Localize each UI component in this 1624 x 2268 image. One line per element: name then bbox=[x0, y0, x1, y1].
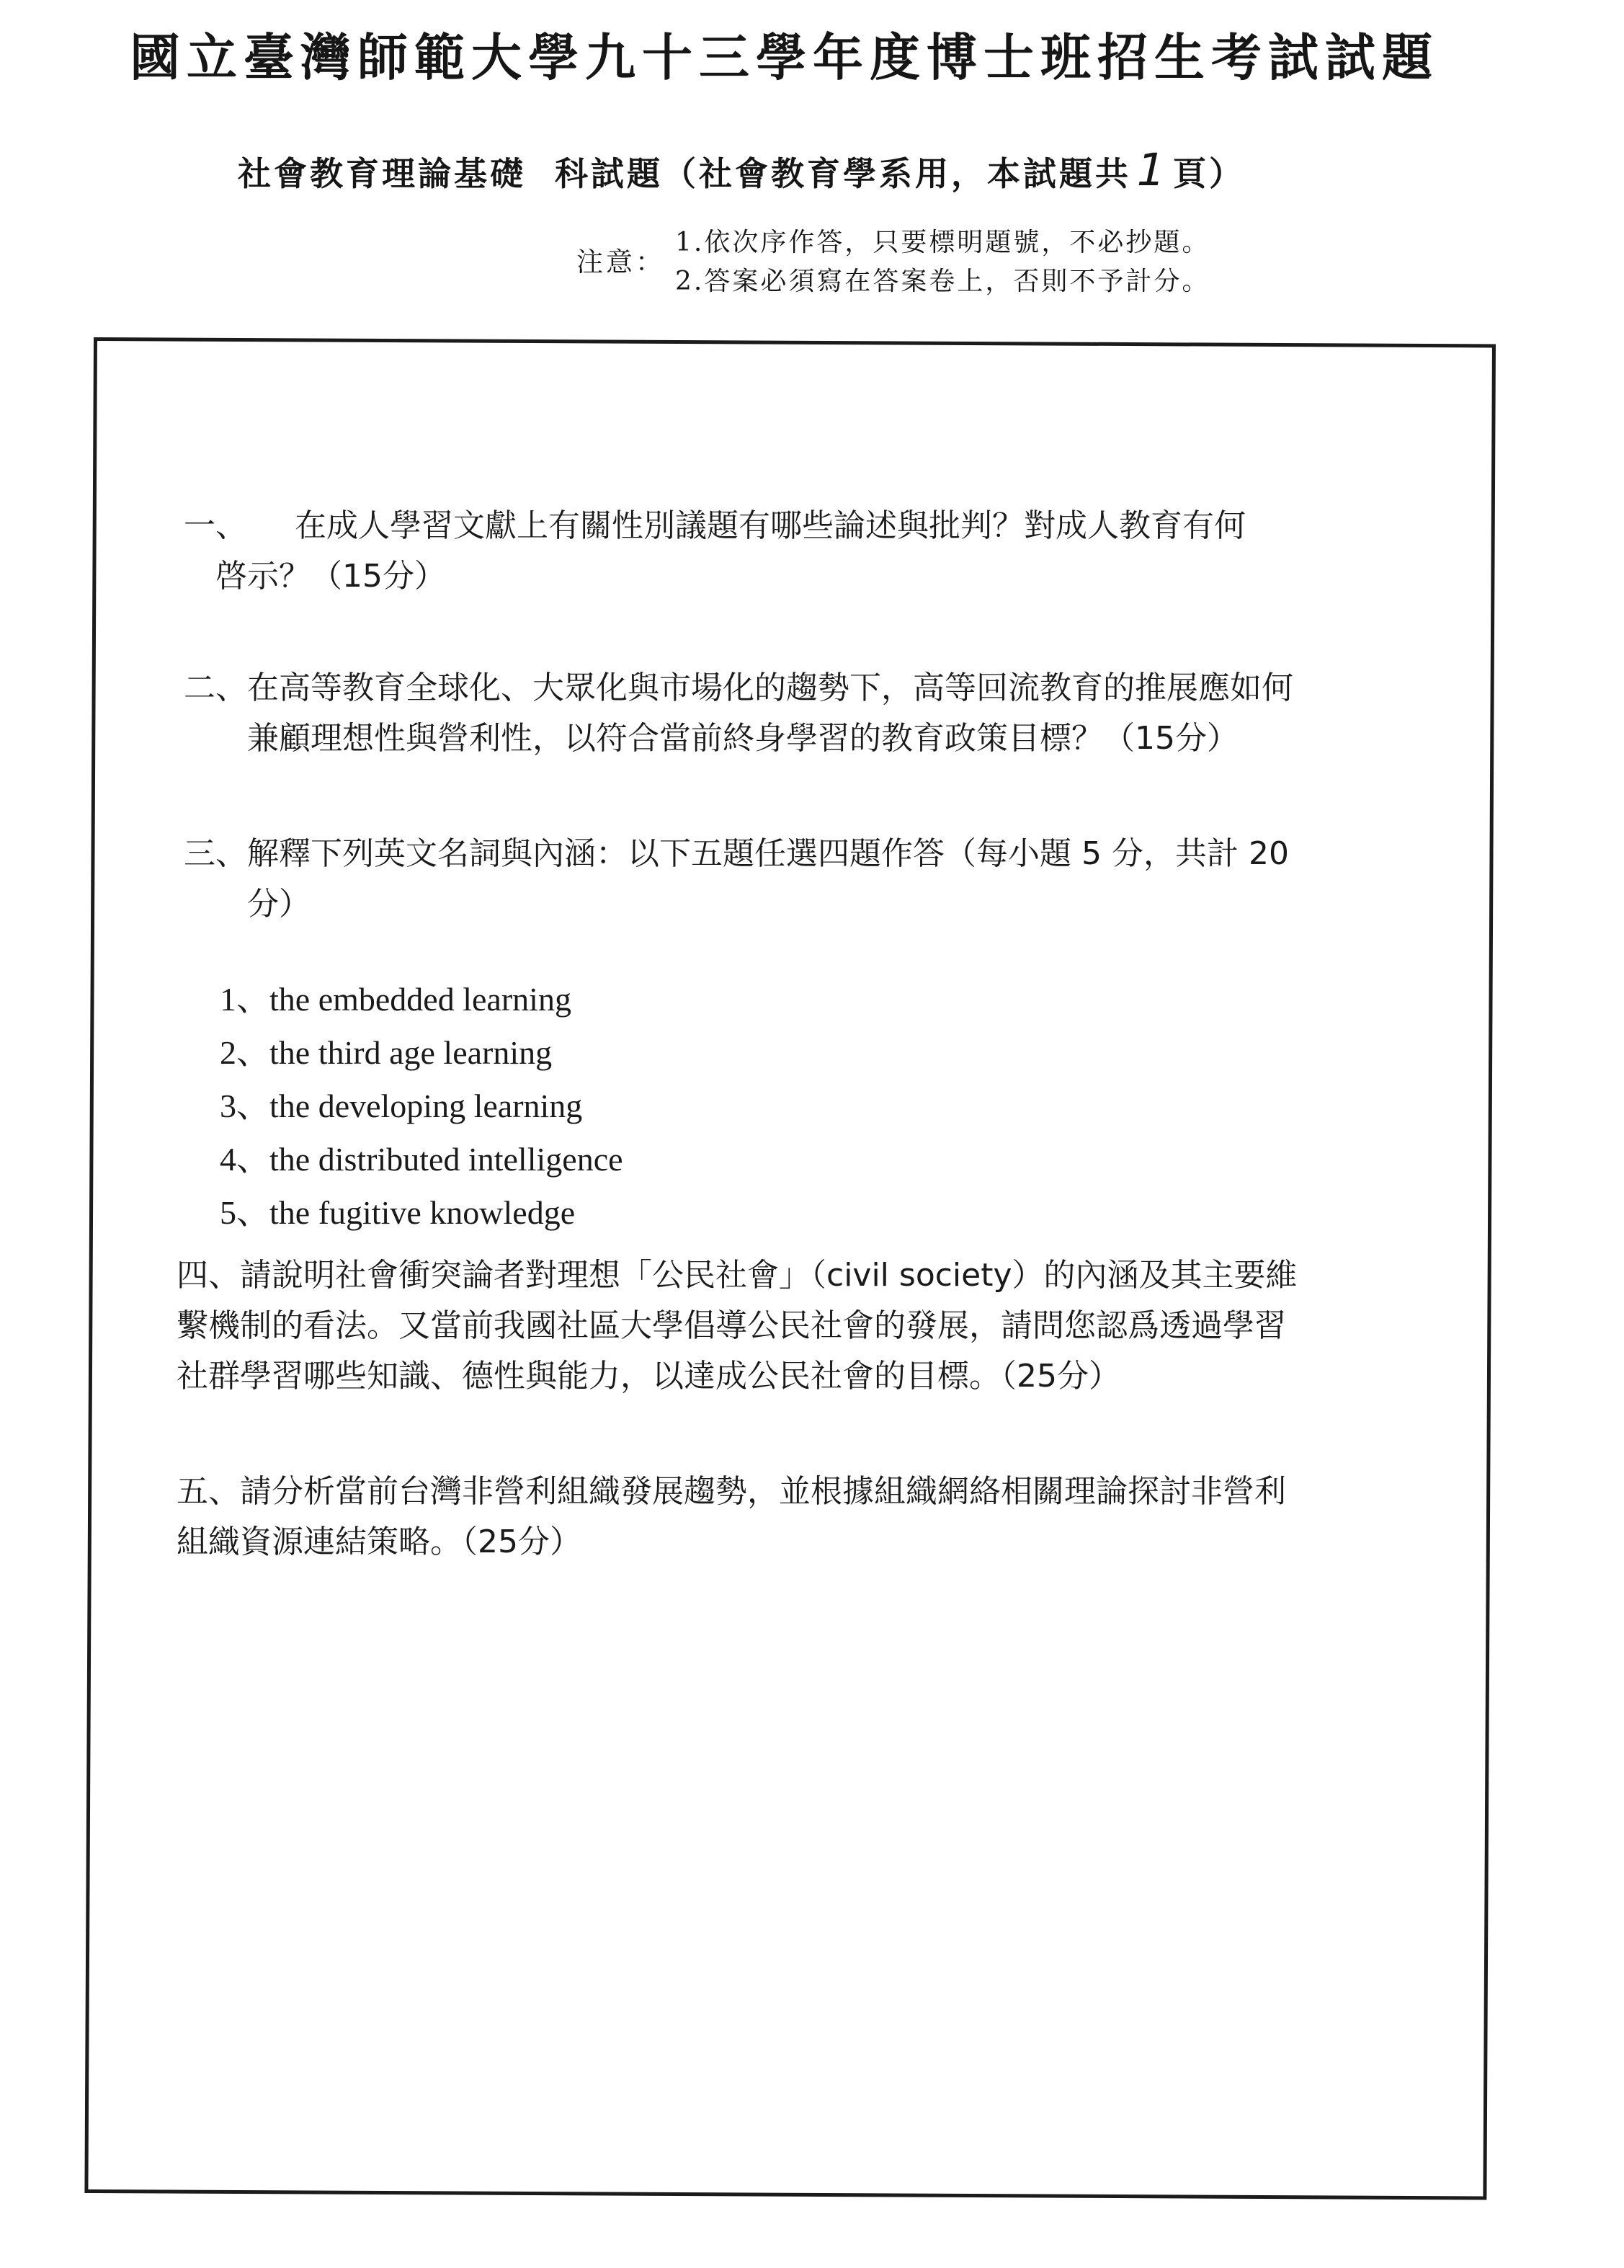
term-item: 1、the embedded learning bbox=[220, 981, 571, 1018]
term-item: 2、the third age learning bbox=[220, 1034, 553, 1071]
question-line: 組織資源連結策略。（25分） bbox=[177, 1524, 581, 1560]
notice-item: 1.依次序作答，只要標明題號，不必抄題。 bbox=[675, 228, 1210, 257]
question-line: 二、在高等教育全球化、大眾化與市場化的趨勢下，高等回流教育的推展應如何 bbox=[184, 670, 1293, 706]
term-item: 3、the developing learning bbox=[220, 1088, 583, 1124]
notice-label: 注意： bbox=[576, 246, 665, 278]
notice-item: 2.答案必須寫在答案卷上，否則不予計分。 bbox=[675, 267, 1210, 296]
question-5 bbox=[177, 1467, 1445, 1567]
subject-name: 社會教育理論基礎 bbox=[238, 154, 526, 193]
term-item: 5、the fugitive knowledge bbox=[220, 1194, 576, 1231]
question-line: 分） bbox=[184, 886, 311, 922]
subject-line bbox=[238, 141, 1245, 200]
question-line: 繫機制的看法。又當前我國社區大學倡導公民社會的發展，請問您認爲透過學習 bbox=[177, 1307, 1286, 1344]
question-4 bbox=[177, 1250, 1445, 1402]
page-suffix: 頁） bbox=[1173, 154, 1245, 193]
question-line: 五、請分析當前台灣非營利組織發展趨勢，並根據組織網絡相關理論探討非營利 bbox=[177, 1473, 1286, 1510]
notice-items bbox=[675, 223, 1210, 301]
term-list bbox=[220, 973, 623, 1240]
question-line: 啓示？（15分） bbox=[184, 558, 446, 595]
exam-title: 國立臺灣師範大學九十三學年度博士班招生考試試題 bbox=[130, 27, 1439, 87]
question-line: 兼顧理想性與營利性，以符合當前終身學習的教育政策目標？（15分） bbox=[184, 720, 1239, 757]
notice bbox=[576, 223, 1210, 301]
question-2 bbox=[184, 663, 1452, 764]
question-line: 三、解釋下列英文名詞與內涵：以下五題任選四題作答（每小題 5 分，共計 20 bbox=[184, 835, 1289, 872]
question-line: 一、 在成人學習文獻上有關性別議題有哪些論述與批判？對成人教育有何 bbox=[184, 507, 1246, 544]
term-item: 4、the distributed intelligence bbox=[220, 1141, 623, 1178]
page-count: 1 bbox=[1130, 143, 1174, 196]
question-line: 社群學習哪些知識、德性與能力，以達成公民社會的目標。（25分） bbox=[177, 1358, 1120, 1395]
subject-suffix: 科試題（社會教育學系用，本試題共 bbox=[555, 154, 1131, 193]
question-line: 四、請說明社會衝突論者對理想「公民社會」（civil society）的內涵及其主要維 bbox=[177, 1257, 1298, 1294]
question-1 bbox=[184, 501, 1452, 602]
question-3 bbox=[184, 829, 1452, 1231]
